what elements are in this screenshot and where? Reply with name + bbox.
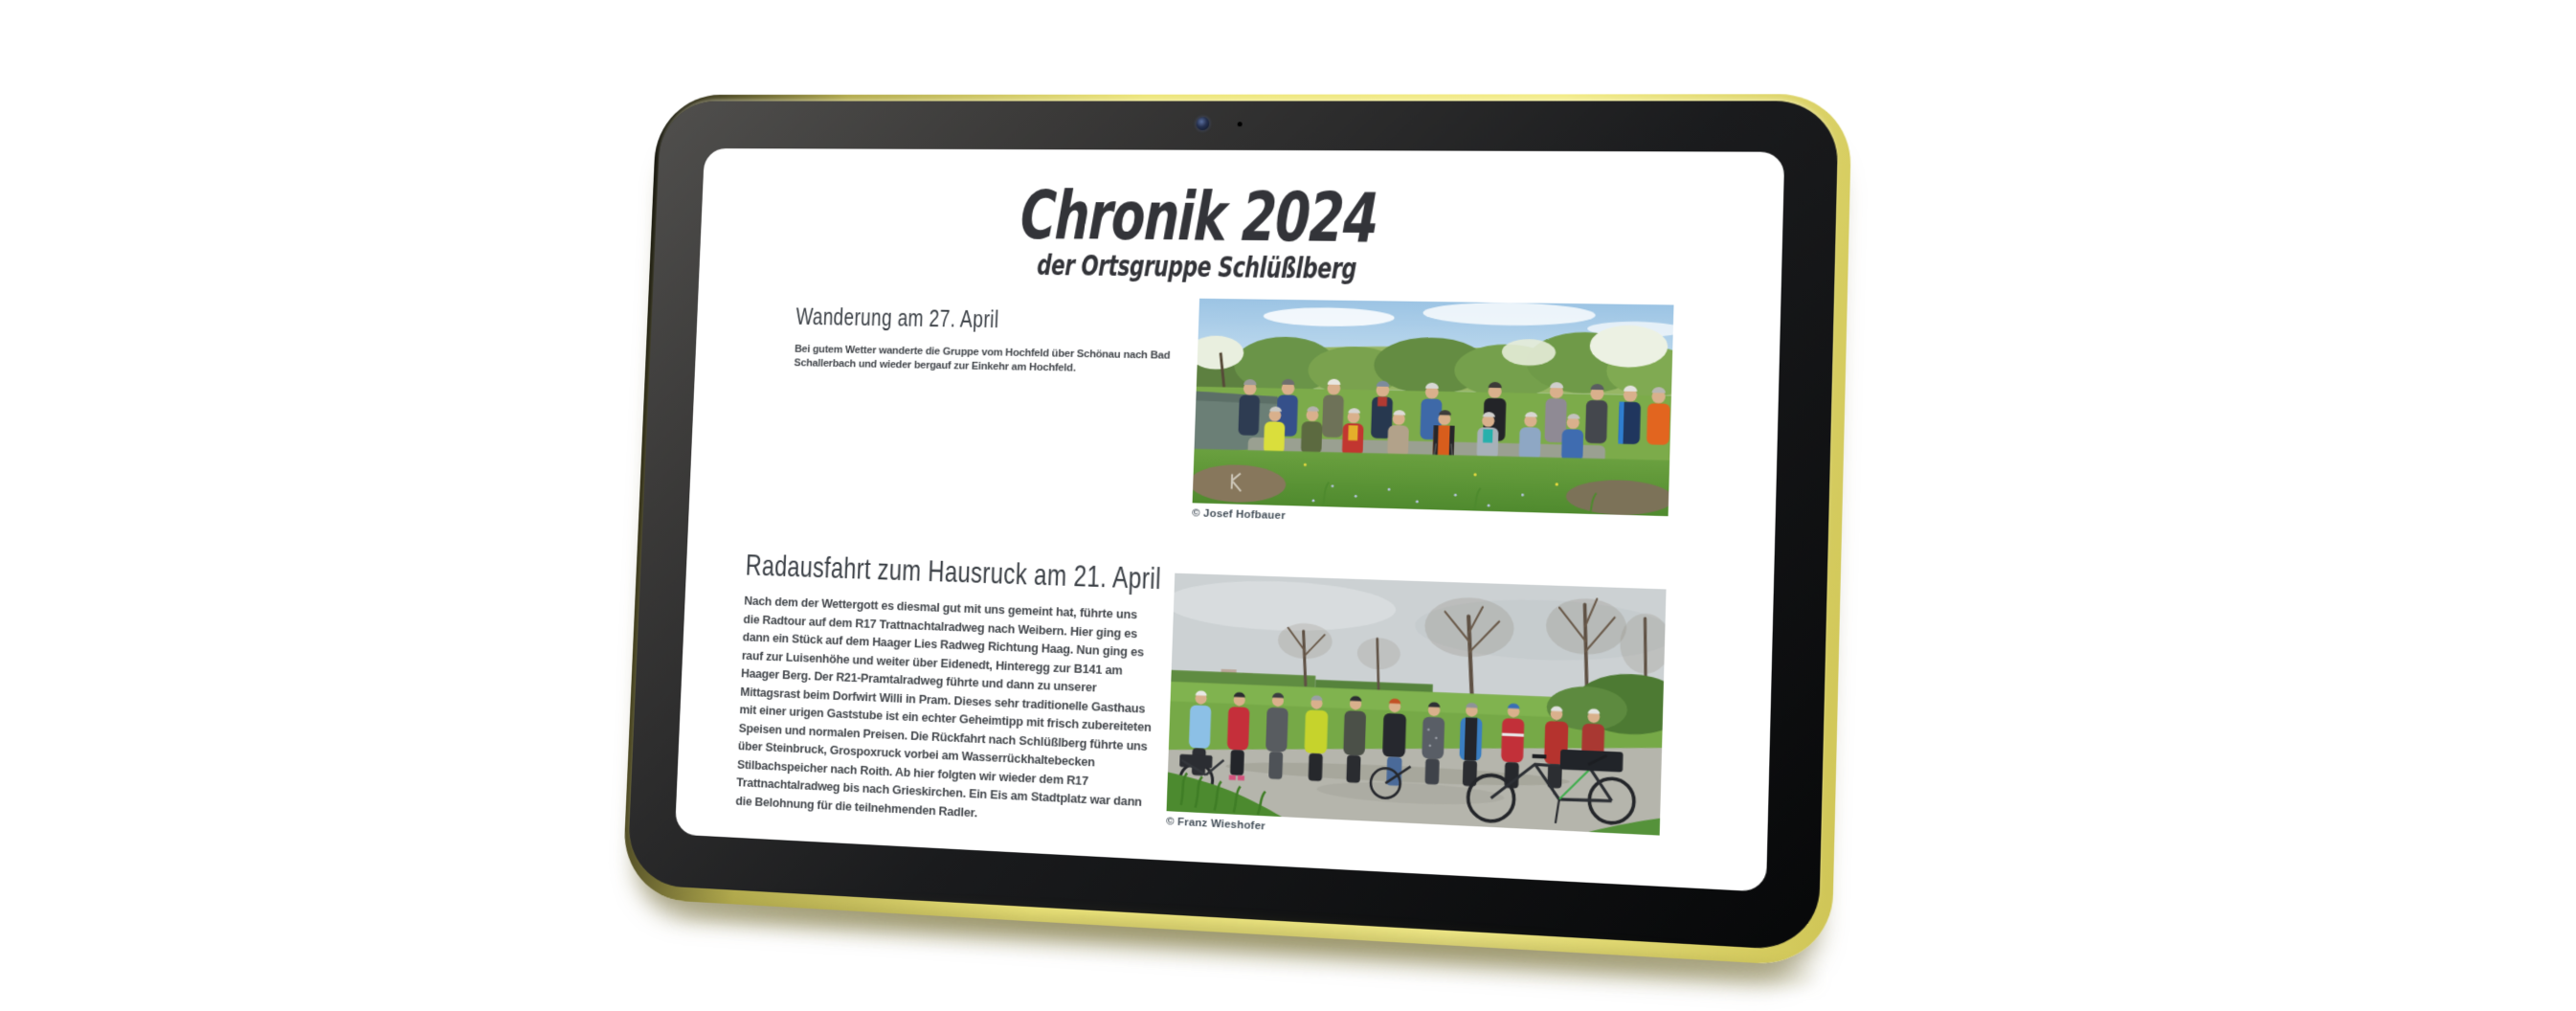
article-section-hike	[788, 304, 1673, 533]
hiking-group-photo	[1193, 299, 1674, 516]
tablet-screen	[675, 148, 1784, 892]
article-section-bike-tour	[735, 550, 1667, 856]
tablet-device	[622, 94, 1852, 967]
section-body: Nach dem der Wettergott es diesmal gut mit uns gemeint hat, führte uns die Radtour auf dem R17 Trattnachtalradweg nach Weibern. Hier ging es dann ein Stück auf dem Haager Lies Radweg Richtung Haag. Nun ging es rauf zur Luisenhöhe und weiter über Eidenedt, Hinteregg zur B141 am Haager Berg. Der R21-Pramtalradweg führte und dann zu unserer Mittagsrast beim Dorfwirt Willi in Pram. Dieses sehr traditionelle Gasthaus mit einer urigen Gaststube ist ein echter Geheimtipp mit frisch zubereiteten Speisen und normalen Preisen. Die Rückfahrt nach Schlüßlberg führte uns über Steinbruck, Grospoxruck vorbei am Wasserrückhaltebecken Stilbachspeicher nach Roith. Ab hier folgten wir wieder dem R17 Trattnachtalradweg bis nach Grieskirchen. Ein Eis am Stadtplatz war dann die Belohnung für die teilnehmenden Radler.	[735, 593, 1152, 820]
photo-caption: © Franz Wieshofer	[1165, 816, 1266, 833]
article-photo-column	[1166, 573, 1667, 853]
microphone-dot-icon	[1237, 122, 1242, 126]
tablet-bezel	[627, 101, 1839, 951]
cycling-group-photo	[1167, 573, 1667, 836]
masthead	[859, 175, 1549, 287]
article-text-column	[735, 548, 1162, 830]
page-title: Chronik 2024	[1019, 175, 1379, 258]
article-photo-column	[1192, 299, 1674, 533]
section-heading: Wanderung am 27. April	[795, 302, 1000, 333]
chronicle-page	[675, 148, 1784, 892]
section-body: Bei gutem Wetter wanderte die Gruppe vom Hochfeld über Schönau nach Bad Schallerbach und wieder bergauf zur Einkehr am Hochfeld.	[794, 343, 1171, 374]
section-heading: Radausfahrt zum Hausruck am 21. April	[745, 548, 1162, 596]
article-text-column	[794, 304, 1177, 378]
front-camera-icon	[1196, 117, 1209, 130]
photo-caption: © Josef Hofbauer	[1191, 507, 1287, 523]
page-subtitle: der Ortsgruppe Schlüßlberg	[1036, 249, 1357, 286]
